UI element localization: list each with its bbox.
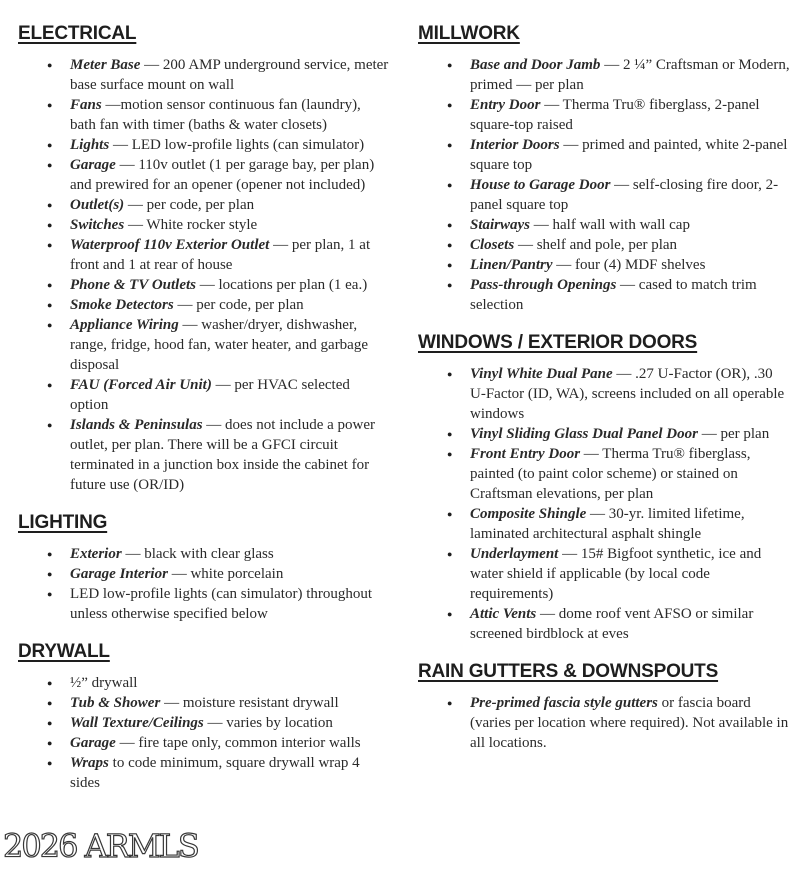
item-text: — dome roof vent AFSO or similar screened birdblock at eves <box>470 606 754 642</box>
item-lead: Smoke Detectors <box>70 297 174 313</box>
item-text: — 15# Bigfoot synthetic, ice and water shield if applicable (by local code requirements) <box>470 546 762 602</box>
spec-item <box>18 135 390 155</box>
spec-item <box>18 295 390 315</box>
spec-item <box>418 424 790 444</box>
left-column <box>18 22 390 793</box>
bullet-icon: ● <box>47 678 53 688</box>
item-lead: Fans <box>70 97 102 113</box>
section-title: DRYWALL <box>18 641 110 662</box>
bullet-icon: ● <box>47 140 53 150</box>
item-lead: Wraps <box>70 755 109 771</box>
bullet-icon: ● <box>447 180 453 190</box>
spec-item <box>18 713 390 733</box>
spec-item <box>18 584 390 624</box>
bullet-icon: ● <box>47 60 53 70</box>
section-electrical <box>18 22 390 495</box>
right-column <box>418 22 790 793</box>
bullet-icon: ● <box>447 220 453 230</box>
bullet-icon: ● <box>447 100 453 110</box>
spec-item <box>18 564 390 584</box>
item-lead: Underlayment <box>470 546 559 562</box>
spec-item <box>18 275 390 295</box>
section-millwork <box>418 22 790 315</box>
item-lead: Exterior <box>70 546 122 562</box>
section-title: ELECTRICAL <box>18 23 137 44</box>
spec-item <box>18 693 390 713</box>
item-lead: Garage <box>70 157 116 173</box>
bullet-icon: ● <box>447 140 453 150</box>
section-title: MILLWORK <box>418 23 520 44</box>
spec-item <box>418 544 790 604</box>
bullet-icon: ● <box>47 380 53 390</box>
item-lead: Meter Base <box>70 57 141 73</box>
item-text: — varies by location <box>207 715 333 731</box>
spec-list <box>418 693 790 753</box>
bullet-icon: ● <box>447 280 453 290</box>
item-text: — Therma Tru® fiberglass, painted (to paint color scheme) or stained on Craftsman elevations, per plan <box>470 446 751 502</box>
item-text: or fascia board (varies per location where required). Not available in all locations. <box>470 695 789 751</box>
item-text: — black with clear glass <box>125 546 274 562</box>
item-lead: Front Entry Door <box>470 446 581 462</box>
spec-item <box>418 95 790 135</box>
spec-item <box>418 175 790 215</box>
bullet-icon: ● <box>447 549 453 559</box>
item-text: — locations per plan (1 ea.) <box>199 277 368 293</box>
item-lead: Stairways <box>470 217 531 233</box>
item-lead: Waterproof 110v Exterior Outlet <box>70 237 270 253</box>
section-windows-exterior-doors <box>418 331 790 644</box>
item-text: — fire tape only, common interior walls <box>119 735 361 751</box>
bullet-icon: ● <box>47 718 53 728</box>
spec-item <box>418 275 790 315</box>
bullet-icon: ● <box>47 320 53 330</box>
spec-item <box>418 135 790 175</box>
item-text: — 2 ¼” Craftsman or Modern, primed — per plan <box>470 57 790 93</box>
spec-item <box>18 195 390 215</box>
spec-item <box>18 55 390 95</box>
spec-list <box>18 544 390 624</box>
spec-item <box>418 364 790 424</box>
spec-item <box>18 733 390 753</box>
bullet-icon: ● <box>47 738 53 748</box>
section-title: LIGHTING <box>18 512 108 533</box>
item-text: — self-closing fire door, 2-panel square top <box>470 177 779 213</box>
item-text: —motion sensor continuous fan (laundry), bath fan with timer (baths & water closets) <box>70 97 361 133</box>
item-text: — white porcelain <box>171 566 284 582</box>
bullet-icon: ● <box>447 260 453 270</box>
item-lead: Composite Shingle <box>470 506 587 522</box>
item-text: — half wall with wall cap <box>533 217 690 233</box>
item-text: — per code, per plan <box>127 197 255 213</box>
item-lead: Outlet(s) <box>70 197 125 213</box>
item-text: — LED low-profile lights (can simulator) <box>112 137 365 153</box>
mls-watermark: 2026 ARMLS <box>3 827 198 865</box>
item-lead: Base and Door Jamb <box>470 57 601 73</box>
item-text: — washer/dryer, dishwasher, range, fridge, hood fan, water heater, and garbage disposal <box>70 317 369 373</box>
spec-item <box>18 215 390 235</box>
item-text: — per code, per plan <box>177 297 304 313</box>
spec-item <box>18 235 390 275</box>
item-text: — White rocker style <box>127 217 258 233</box>
item-text: — primed and painted, white 2-panel square top <box>470 137 788 173</box>
spec-item <box>418 504 790 544</box>
item-lead: Interior Doors <box>470 137 560 153</box>
item-lead: Vinyl Sliding Glass Dual Panel Door <box>470 426 698 442</box>
section-drywall <box>18 640 390 793</box>
bullet-icon: ● <box>47 160 53 170</box>
bullet-icon: ● <box>47 758 53 768</box>
item-text: — per plan, 1 at front and 1 at rear of house <box>70 237 371 273</box>
bullet-icon: ● <box>447 240 453 250</box>
bullet-icon: ● <box>447 429 453 439</box>
spec-item <box>418 235 790 255</box>
bullet-icon: ● <box>47 240 53 250</box>
item-text: ½” drywall <box>70 675 138 691</box>
item-lead: Pre-primed fascia style gutters <box>470 695 658 711</box>
item-lead: House to Garage Door <box>470 177 611 193</box>
item-text: — .27 U-Factor (OR), .30 U-Factor (ID, WA), screens included on all operable windows <box>470 366 785 422</box>
section-lighting <box>18 511 390 624</box>
spec-item <box>18 375 390 415</box>
item-lead: Attic Vents <box>470 606 537 622</box>
bullet-icon: ● <box>47 300 53 310</box>
item-lead: Appliance Wiring <box>70 317 179 333</box>
item-lead: Entry Door <box>470 97 541 113</box>
item-lead: Islands & Peninsulas <box>70 417 203 433</box>
bullet-icon: ● <box>447 609 453 619</box>
bullet-icon: ● <box>47 100 53 110</box>
spec-item <box>18 753 390 793</box>
bullet-icon: ● <box>447 449 453 459</box>
bullet-icon: ● <box>447 698 453 708</box>
item-lead: Switches <box>70 217 125 233</box>
item-text: to code minimum, square drywall wrap 4 sides <box>70 755 360 791</box>
spec-item <box>418 255 790 275</box>
spec-list <box>418 55 790 315</box>
spec-item <box>418 604 790 644</box>
spec-item <box>418 444 790 504</box>
spec-list <box>418 364 790 644</box>
spec-item <box>18 95 390 135</box>
bullet-icon: ● <box>47 200 53 210</box>
section-title: RAIN GUTTERS & DOWNSPOUTS <box>418 661 719 682</box>
spec-item <box>418 215 790 235</box>
item-text: — cased to match trim selection <box>470 277 757 313</box>
item-lead: Garage <box>70 735 116 751</box>
bullet-icon: ● <box>47 220 53 230</box>
spec-item <box>18 315 390 375</box>
spec-list <box>18 673 390 793</box>
bullet-icon: ● <box>47 698 53 708</box>
item-lead: FAU (Forced Air Unit) <box>70 377 212 393</box>
item-text: — 110v outlet (1 per garage bay, per plan) and prewired for an opener (opener not included) <box>70 157 375 193</box>
bullet-icon: ● <box>447 60 453 70</box>
spec-item <box>18 673 390 693</box>
spec-list <box>18 55 390 495</box>
section-rain-gutters-downspouts <box>418 660 790 753</box>
item-lead: Garage Interior <box>70 566 168 582</box>
item-text: — does not include a power outlet, per plan. There will be a GFCI circuit terminated in a junction box inside the cabinet for future use (OR/ID) <box>70 417 376 493</box>
bullet-icon: ● <box>47 549 53 559</box>
item-lead: Lights <box>70 137 110 153</box>
item-lead: Closets <box>470 237 515 253</box>
bullet-icon: ● <box>47 569 53 579</box>
spec-item <box>18 155 390 195</box>
item-lead: Wall Texture/Ceilings <box>70 715 204 731</box>
bullet-icon: ● <box>447 369 453 379</box>
item-text: — Therma Tru® fiberglass, 2-panel square-top raised <box>470 97 760 133</box>
item-text: — per plan <box>701 426 770 442</box>
bullet-icon: ● <box>47 589 53 599</box>
item-lead: Pass-through Openings <box>470 277 617 293</box>
bullet-icon: ● <box>447 509 453 519</box>
spec-item <box>18 415 390 495</box>
item-text: — 30-yr. limited lifetime, laminated architectural asphalt shingle <box>470 506 745 542</box>
item-text: — per HVAC selected option <box>70 377 350 413</box>
item-text: — moisture resistant drywall <box>164 695 339 711</box>
bullet-icon: ● <box>47 280 53 290</box>
item-text: LED low-profile lights (can simulator) throughout unless otherwise specified below <box>70 586 373 622</box>
spec-item <box>418 55 790 95</box>
item-text: — 200 AMP underground service, meter base surface mount on wall <box>70 57 389 93</box>
spec-item <box>418 693 790 753</box>
item-lead: Phone & TV Outlets <box>70 277 196 293</box>
section-title: WINDOWS / EXTERIOR DOORS <box>418 332 698 353</box>
bullet-icon: ● <box>47 420 53 430</box>
item-lead: Tub & Shower <box>70 695 161 711</box>
spec-item <box>18 544 390 564</box>
item-text: — shelf and pole, per plan <box>517 237 678 253</box>
item-lead: Vinyl White Dual Pane <box>470 366 613 382</box>
item-lead: Linen/Pantry <box>470 257 553 273</box>
item-text: — four (4) MDF shelves <box>556 257 706 273</box>
